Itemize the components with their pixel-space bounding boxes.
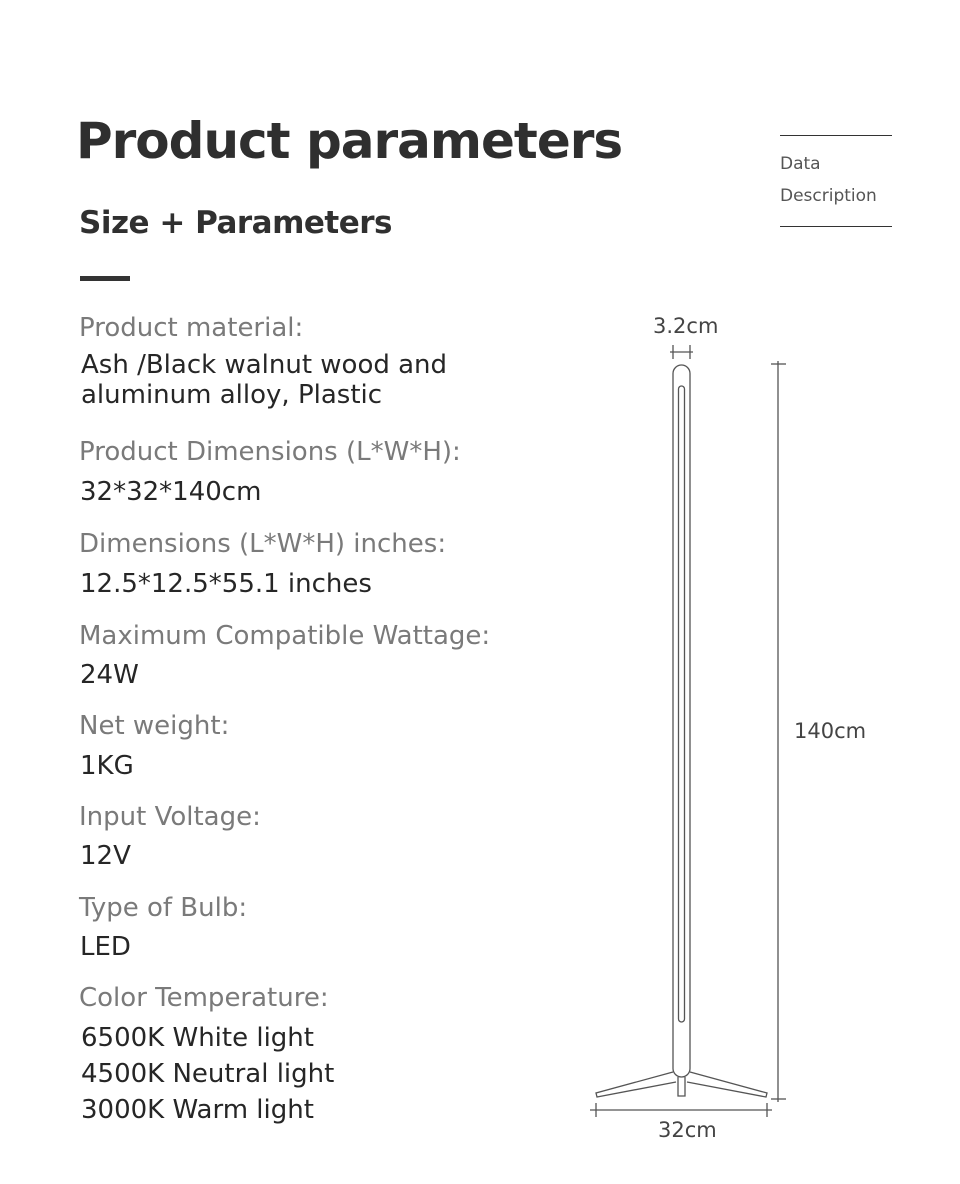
param-label-color-temperature: Color Temperature: bbox=[79, 983, 329, 1013]
param-label-bulb: Type of Bulb: bbox=[79, 893, 248, 923]
section-subtitle: Size + Parameters bbox=[79, 205, 393, 241]
param-value-color-temp-3: 3000K Warm light bbox=[81, 1095, 314, 1125]
param-label-wattage: Maximum Compatible Wattage: bbox=[79, 621, 491, 651]
base-width-label: 32cm bbox=[658, 1118, 717, 1142]
param-value-color-temp-2: 4500K Neutral light bbox=[81, 1059, 335, 1089]
param-label-dimensions: Product Dimensions (L*W*H): bbox=[79, 437, 461, 467]
param-value-bulb: LED bbox=[80, 932, 131, 962]
lamp-light-strip bbox=[679, 386, 685, 1022]
base-width-marker bbox=[590, 1103, 772, 1117]
lamp-right-leg bbox=[687, 1072, 767, 1097]
height-label: 140cm bbox=[794, 719, 867, 743]
tube-width-marker bbox=[670, 345, 693, 359]
param-label-weight: Net weight: bbox=[79, 711, 230, 741]
accent-bar bbox=[80, 276, 130, 281]
param-value-wattage: 24W bbox=[80, 660, 139, 690]
tube-width-label: 3.2cm bbox=[653, 314, 719, 338]
param-value-voltage: 12V bbox=[80, 841, 131, 871]
lamp-tube bbox=[673, 365, 690, 1077]
param-value-material-line1: Ash /Black walnut wood and bbox=[81, 350, 448, 380]
lamp-left-leg bbox=[596, 1072, 676, 1097]
page-title: Product parameters bbox=[76, 112, 623, 170]
param-value-material-line2: aluminum alloy, Plastic bbox=[81, 380, 383, 410]
param-value-weight: 1KG bbox=[80, 751, 134, 781]
side-box-line1: Data bbox=[780, 154, 821, 174]
param-value-dimensions: 32*32*140cm bbox=[80, 477, 262, 507]
side-box-line2: Description bbox=[780, 186, 877, 206]
data-description-box bbox=[780, 135, 892, 227]
param-value-dimensions-inches: 12.5*12.5*55.1 inches bbox=[80, 569, 372, 599]
param-label-voltage: Input Voltage: bbox=[79, 802, 261, 832]
param-value-color-temp-1: 6500K White light bbox=[81, 1023, 314, 1053]
param-label-dimensions-inches: Dimensions (L*W*H) inches: bbox=[79, 529, 447, 559]
param-label-material: Product material: bbox=[79, 313, 304, 343]
lamp-base-stem bbox=[678, 1077, 685, 1096]
height-marker bbox=[771, 361, 786, 1102]
